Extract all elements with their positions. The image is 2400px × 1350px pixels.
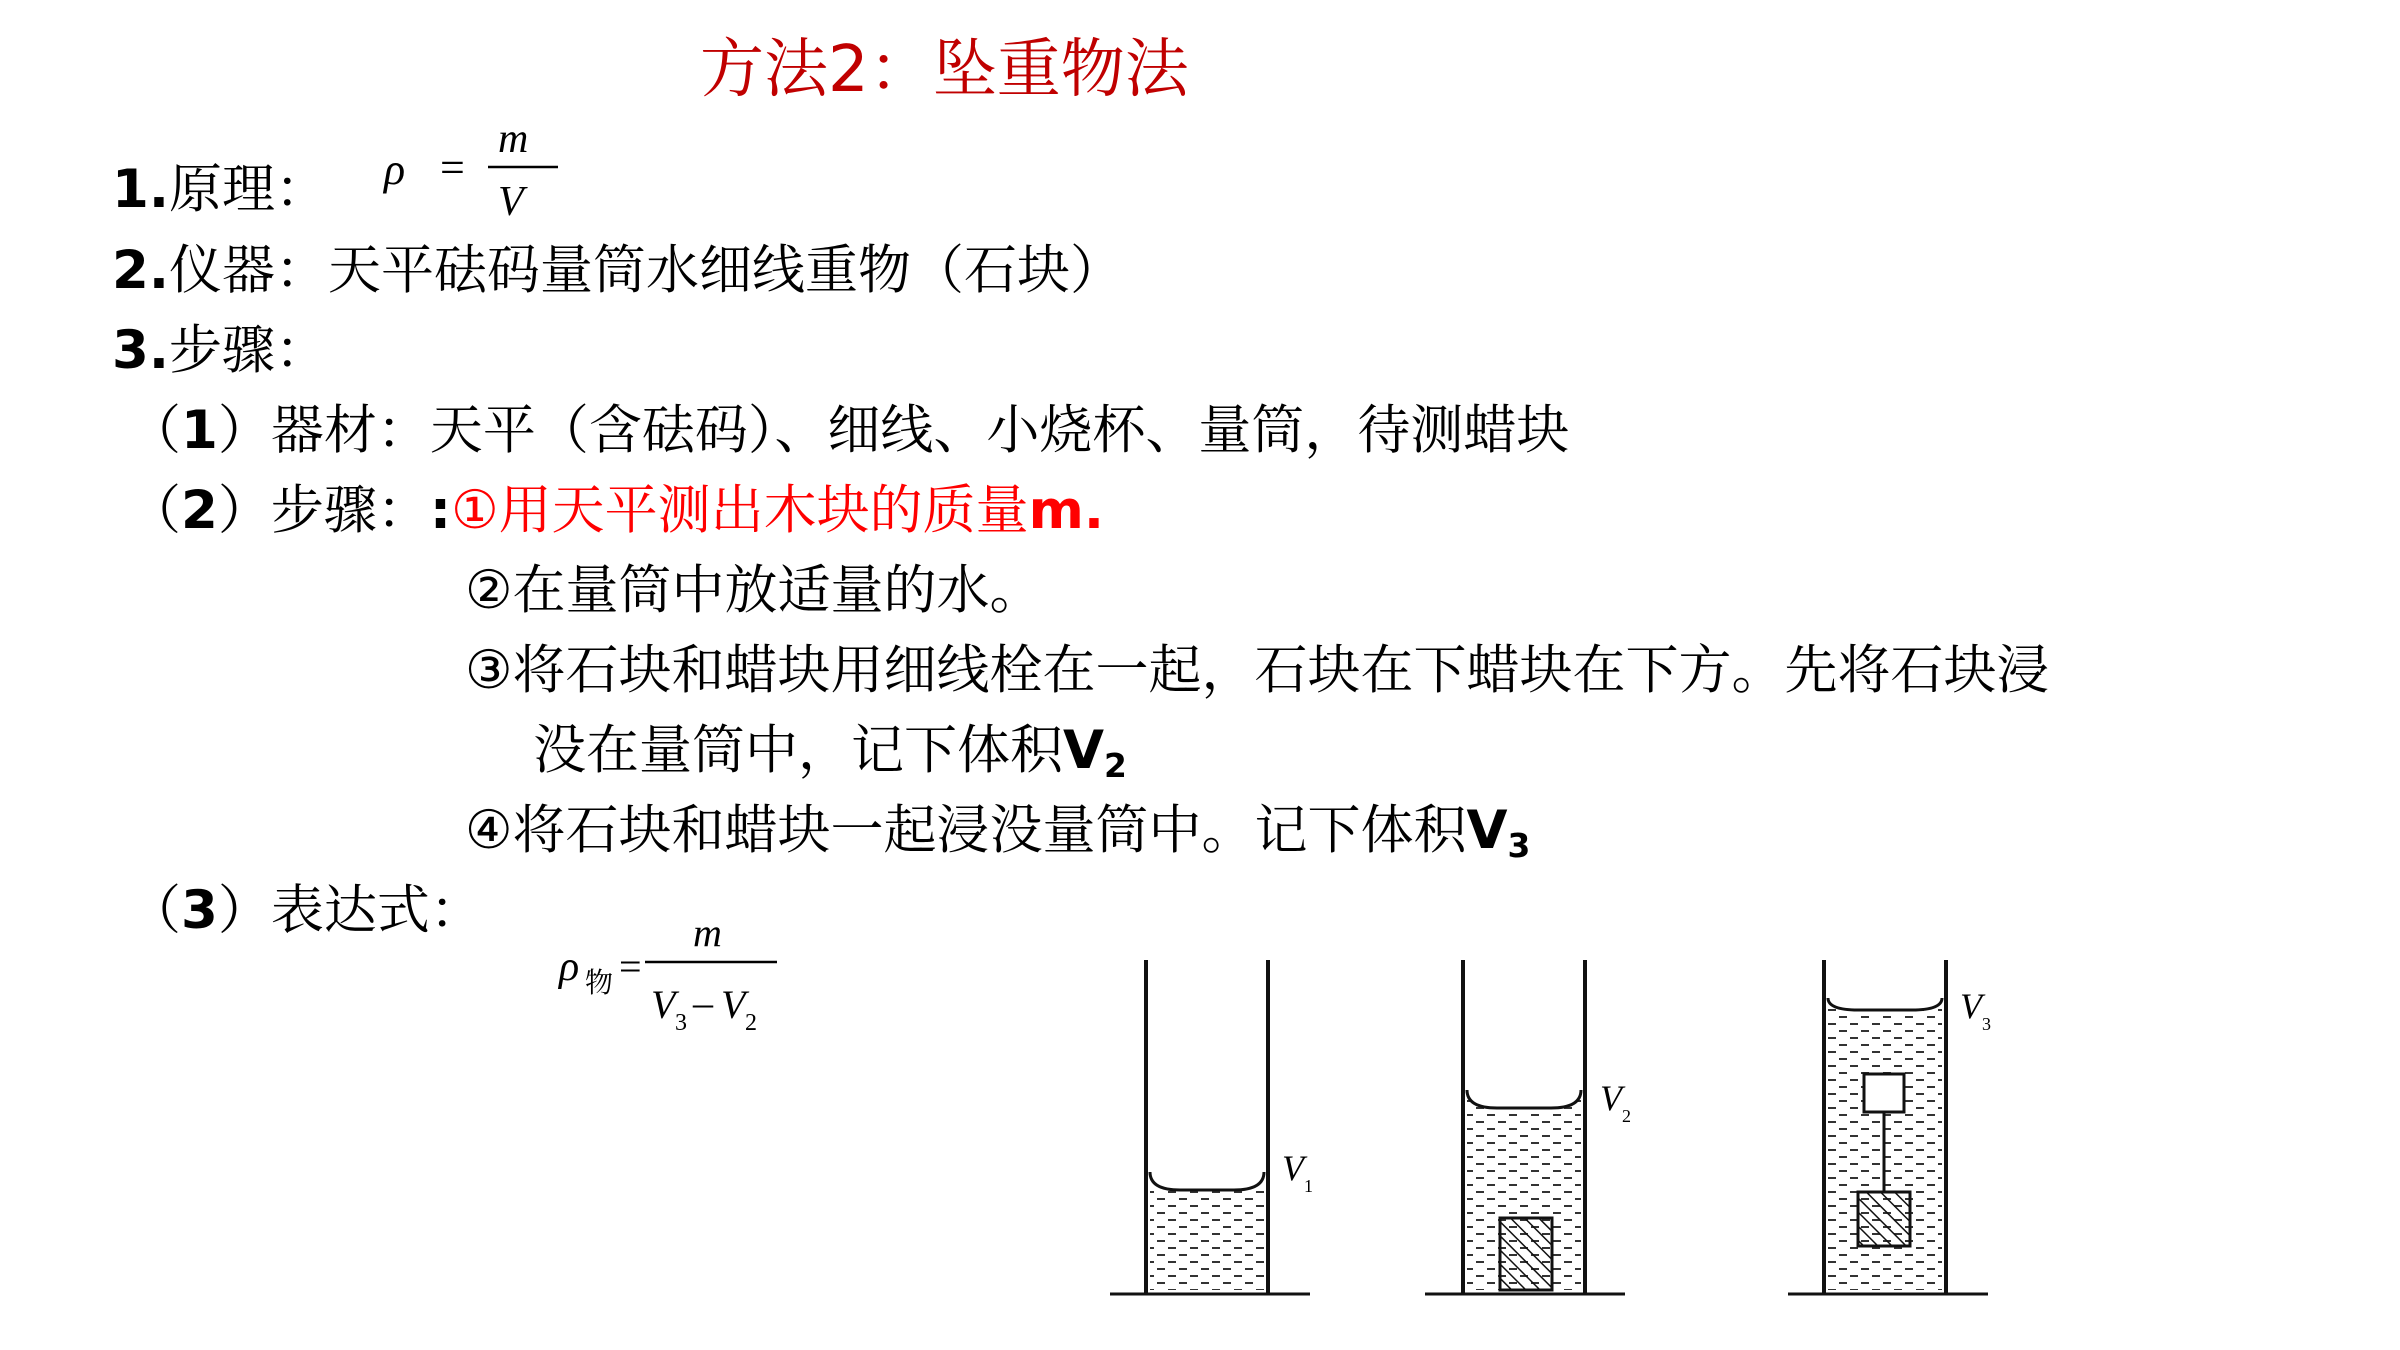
formula-rho: ρ — [384, 145, 406, 194]
cylinder-v1-label: V — [1282, 1148, 1304, 1188]
step-4-line — [465, 800, 1531, 866]
step-4-variable: V — [1466, 800, 1508, 861]
formula-numerator: m — [498, 116, 529, 162]
cylinders-diagram — [1100, 950, 2020, 1320]
step-2-text: ②在量筒中放适量的水。 — [465, 560, 1043, 621]
expr-numerator: m — [693, 910, 722, 955]
cylinder-v1-label-subscript: 1 — [1304, 1176, 1313, 1196]
steps-heading — [112, 320, 329, 381]
formula-equals: = — [440, 143, 465, 192]
step-3-variable-subscript: 2 — [1104, 746, 1127, 786]
step-3-text-line2: 没在量筒中，记下体积 — [533, 720, 1063, 781]
cylinder-v2-label: V — [1600, 1078, 1622, 1118]
expression-formula — [555, 902, 785, 1052]
procedure-colon: : — [429, 480, 452, 541]
density-formula — [380, 112, 580, 227]
procedure-open-paren: （ — [128, 480, 181, 541]
cylinder-v3-label-subscript: 3 — [1982, 1014, 1991, 1034]
steps-heading-text: 步骤： — [169, 320, 329, 381]
cylinder-v3-label: V — [1960, 986, 1982, 1026]
expr-rho: ρ — [559, 944, 580, 990]
step-1-variable: m. — [1028, 480, 1104, 541]
materials-line — [128, 400, 1570, 461]
step-1-text: ①用天平测出木块的质量 — [451, 480, 1029, 541]
cylinder-v1 — [1110, 960, 1313, 1294]
principle-label: 原理： — [169, 159, 329, 220]
expr-rho-subscript: 物 — [585, 968, 614, 999]
cylinder-v2-label-subscript: 2 — [1622, 1106, 1631, 1126]
instruments-text: 仪器：天平砝码量筒水细线重物（石块） — [169, 240, 1124, 301]
cylinder-v3-wax-block — [1864, 1074, 1904, 1112]
expr-denom-v3: V — [651, 982, 676, 1027]
expression-open-paren: （ — [128, 880, 181, 941]
principle-number: 1. — [112, 159, 170, 220]
expr-denom-v2-subscript: 2 — [745, 1010, 757, 1036]
instruments-number: 2. — [112, 240, 170, 301]
materials-number: 1 — [181, 400, 218, 461]
procedure-label: ）步骤： — [217, 480, 430, 541]
step-3-text-line1: ③将石块和蜡块用细线栓在一起，石块在下蜡块在下方。先将石块浸 — [465, 640, 2050, 701]
materials-open-paren: （ — [128, 400, 181, 461]
step-3-variable: V — [1063, 720, 1105, 781]
step-3-line2 — [533, 720, 1127, 786]
cylinder-v2-stone — [1500, 1218, 1552, 1290]
instruments-line — [112, 240, 1124, 301]
expression-number: 3 — [181, 880, 218, 941]
procedure-number: 2 — [181, 480, 218, 541]
cylinder-v2 — [1425, 960, 1631, 1294]
cylinder-v3 — [1788, 960, 1991, 1294]
step-4-text: ④将石块和蜡块一起浸没量筒中。记下体积 — [465, 800, 1467, 861]
step-4-variable-subscript: 3 — [1507, 826, 1531, 866]
expr-denom-minus: – — [693, 980, 713, 1025]
expression-label: ）表达式： — [217, 880, 483, 941]
expr-denom-v3-subscript: 3 — [675, 1010, 687, 1036]
expression-line — [128, 880, 483, 941]
expr-denom-v2: V — [721, 982, 746, 1027]
expr-equals: = — [619, 944, 642, 989]
procedure-line — [128, 480, 1104, 541]
cylinder-v3-stone — [1858, 1192, 1910, 1246]
materials-text: ）器材：天平（含砝码）、细线、小烧杯、量筒，待测蜡块 — [217, 400, 1570, 461]
page-title: 方法2：坠重物法 — [700, 33, 1189, 107]
steps-number: 3. — [112, 320, 170, 381]
principle-line — [112, 159, 329, 220]
formula-denominator: V — [498, 179, 524, 225]
